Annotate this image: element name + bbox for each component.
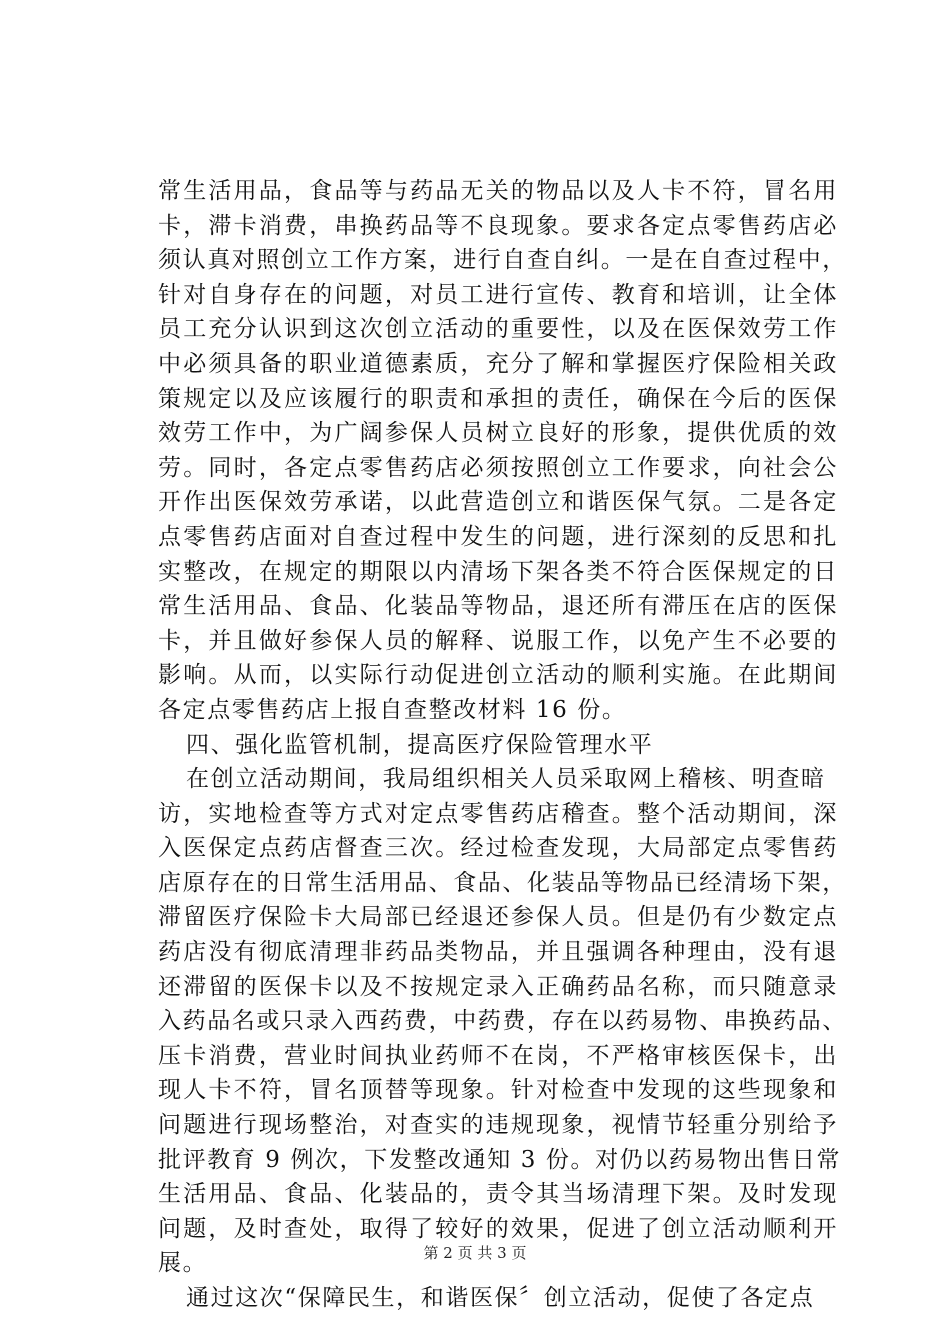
text-line: 现人卡不符，冒名顶替等现象。针对检查中发现的这些现象和: [158, 1077, 838, 1104]
text-line: 压卡消费，营业时间执业药师不在岗，不严格审核医保卡，出: [158, 1042, 838, 1069]
text-line: 影响。从而，以实际行动促进创立活动的顺利实施。在此期间: [158, 662, 838, 689]
text-line: 药店没有彻底清理非药品类物品，并且强调各种理由，没有退: [158, 939, 838, 966]
text-line: 常生活用品，食品等与药品无关的物品以及人卡不符，冒名用: [158, 178, 838, 204]
text-line: 入药品名或只录入西药费，中药费，存在以药易物、串换药品、: [158, 1008, 847, 1035]
text-line: 还滞留的医保卡以及不按规定录入正确药品名称，而只随意录: [158, 973, 838, 1000]
text-line: 常生活用品、食品、化装品等物品，退还所有滞压在店的医保: [158, 593, 838, 620]
text-line: 须认真对照创立工作方案，进行自查自纠。一是在自查过程中，: [158, 247, 847, 274]
text-line: 问题，及时查处，取得了较好的效果，促进了创立活动顺利开: [158, 1215, 838, 1242]
body-text: [158, 174, 847, 1316]
text-line: 店原存在的日常生活用品、食品、化装品等物品已经清场下架，: [158, 869, 847, 896]
text-line: 通过这次“保障民生，和谐医保〞创立活动，促使了各定点: [186, 1285, 815, 1311]
text-line: 展。: [158, 1250, 208, 1277]
text-line: 问题进行现场整治，对查实的违规现象，视情节轻重分别给予: [158, 1112, 838, 1139]
page-footer: 第 2 页 共 3 页: [423, 1244, 527, 1262]
text-line: 策规定以及应该履行的职责和承担的责任，确保在今后的医保: [158, 385, 838, 412]
text-line: 实整改，在规定的期限以内清场下架各类不符合医保规定的日: [158, 558, 838, 585]
text-line: 入医保定点药店督查三次。经过检查发现，大局部定点零售药: [158, 835, 838, 862]
text-line: 生活用品、食品、化装品的，责令其当场清理下架。及时发现: [158, 1181, 838, 1208]
text-line: 滞留医疗保险卡大局部已经退还参保人员。但是仍有少数定点: [158, 904, 838, 931]
text-line: 中必须具备的职业道德素质，充分了解和掌握医疗保险相关政: [158, 350, 838, 377]
text-line: 在创立活动期间，我局组织相关人员采取网上稽核、明查暗: [186, 766, 826, 793]
section-heading: 四、强化监管机制，提高医疗保险管理水平: [186, 731, 654, 758]
text-line: 批评教育 9 例次，下发整改通知 3 份。对仍以药易物出售日常: [158, 1146, 842, 1173]
text-line: 卡，并且做好参保人员的解释、说服工作，以免产生不必要的: [158, 627, 838, 654]
text-line: 访，实地检查等方式对定点零售药店稽查。整个活动期间，深: [158, 800, 838, 827]
text-line: 员工充分认识到这次创立活动的重要性，以及在医保效劳工作: [158, 316, 838, 343]
text-line: 劳。同时，各定点零售药店必须按照创立工作要求，向社会公: [158, 454, 838, 481]
text-line: 效劳工作中，为广阔参保人员树立良好的形象，提供优质的效: [158, 420, 838, 447]
text-line: 卡，滞卡消费，串换药品等不良现象。要求各定点零售药店必: [158, 212, 838, 239]
text-line: 点零售药店面对自查过程中发生的问题，进行深刻的反思和扎: [158, 523, 838, 550]
text-line: 各定点零售药店上报自查整改材料 16 份。: [158, 696, 627, 723]
text-line: 开作出医保效劳承诺，以此营造创立和谐医保气氛。二是各定: [158, 489, 838, 516]
text-line: 针对自身存在的问题，对员工进行宣传、教育和培训，让全体: [158, 281, 838, 308]
